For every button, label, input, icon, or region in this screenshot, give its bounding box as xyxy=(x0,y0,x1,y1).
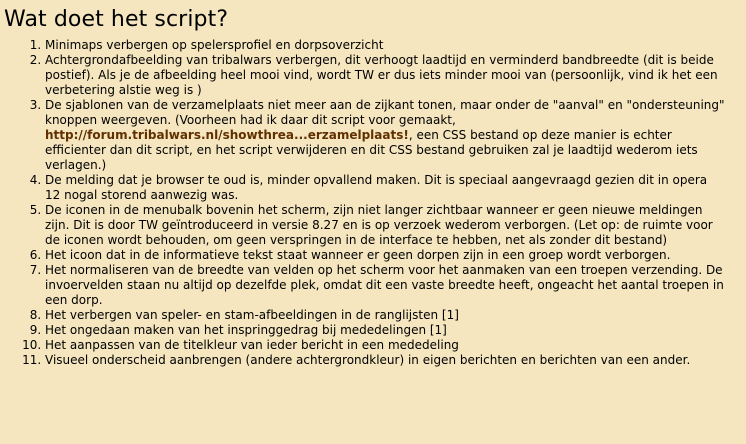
list-item-text: Het ongedaan maken van het inspringgedrag bij mededelingen [1] xyxy=(45,323,447,337)
list-item xyxy=(45,308,725,323)
list-item xyxy=(45,173,725,203)
list-item-text: De iconen in de menubalk bovenin het scherm, zijn niet langer zichtbaar wanneer er geen nieuwe meldingen zijn. Dit is door TW geïntroduceerd in versie 8.27 en is op verzoek wederom verborgen. (Let op: de ruimte voor de iconen wordt behouden, om geen verspringen in de interface te hebben, net als zonder dit bestand) xyxy=(45,203,713,247)
feature-list xyxy=(4,38,725,368)
list-item-text: De sjablonen van de verzamelplaats niet meer aan de zijkant tonen, maar onder de "aanval" en "ondersteuning" knoppen weergeven. (Voorheen had ik daar dit script voor gemaakt, xyxy=(45,98,725,127)
list-item xyxy=(45,248,725,263)
list-item-text: Achtergrondafbeelding van tribalwars verbergen, dit verhoogt laadtijd en verminderd bandbreedte (dit is beide postief). Als je de afbeelding heel mooi vind, wordt TW er dus iets minder mooi van (persoonlijk, vind ik het een verbetering alstie weg is ) xyxy=(45,53,718,97)
list-item-text: Het aanpassen van de titelkleur van ieder bericht in een mededeling xyxy=(45,338,459,352)
list-item-text: De melding dat je browser te oud is, minder opvallend maken. Dit is speciaal aangevraagd gezien dit in opera 12 nogal storend aanwezig was. xyxy=(45,173,708,202)
list-item xyxy=(45,53,725,98)
post-heading: Wat doet het script? xyxy=(4,7,229,32)
list-item-text: Visueel onderscheid aanbrengen (andere achtergrondkleur) in eigen berichten en berichten van een ander. xyxy=(45,353,691,367)
list-item xyxy=(45,38,725,53)
list-item-text: Het verbergen van speler- en stam-afbeeldingen in de ranglijsten [1] xyxy=(45,308,459,322)
list-item-text: Het normaliseren van de breedte van velden op het scherm voor het aanmaken van een troepen verzending. De invoervelden staan nu altijd op dezelfde plek, omdat dit een vaste breedte heeft, ongeacht het aantal troepen in een dorp. xyxy=(45,263,724,307)
list-item xyxy=(45,203,725,248)
list-item-text: Het icoon dat in de informatieve tekst staat wanneer er geen dorpen zijn in een groep wordt verborgen. xyxy=(45,248,671,262)
forum-thread-link[interactable]: http://forum.tribalwars.nl/showthrea...erzamelplaats! xyxy=(45,128,409,142)
list-item xyxy=(45,323,725,338)
list-item xyxy=(45,353,725,368)
list-item-text: Minimaps verbergen op spelersprofiel en dorpsoverzicht xyxy=(45,38,384,52)
list-item xyxy=(45,338,725,353)
list-item xyxy=(45,263,725,308)
list-item xyxy=(45,98,725,173)
list-item-text: , een CSS bestand op deze manier is echter efficienter dan dit script, en het script verwijderen en dit CSS bestand gebruiken zal je laadtijd wederom iets verlagen.) xyxy=(45,128,698,172)
